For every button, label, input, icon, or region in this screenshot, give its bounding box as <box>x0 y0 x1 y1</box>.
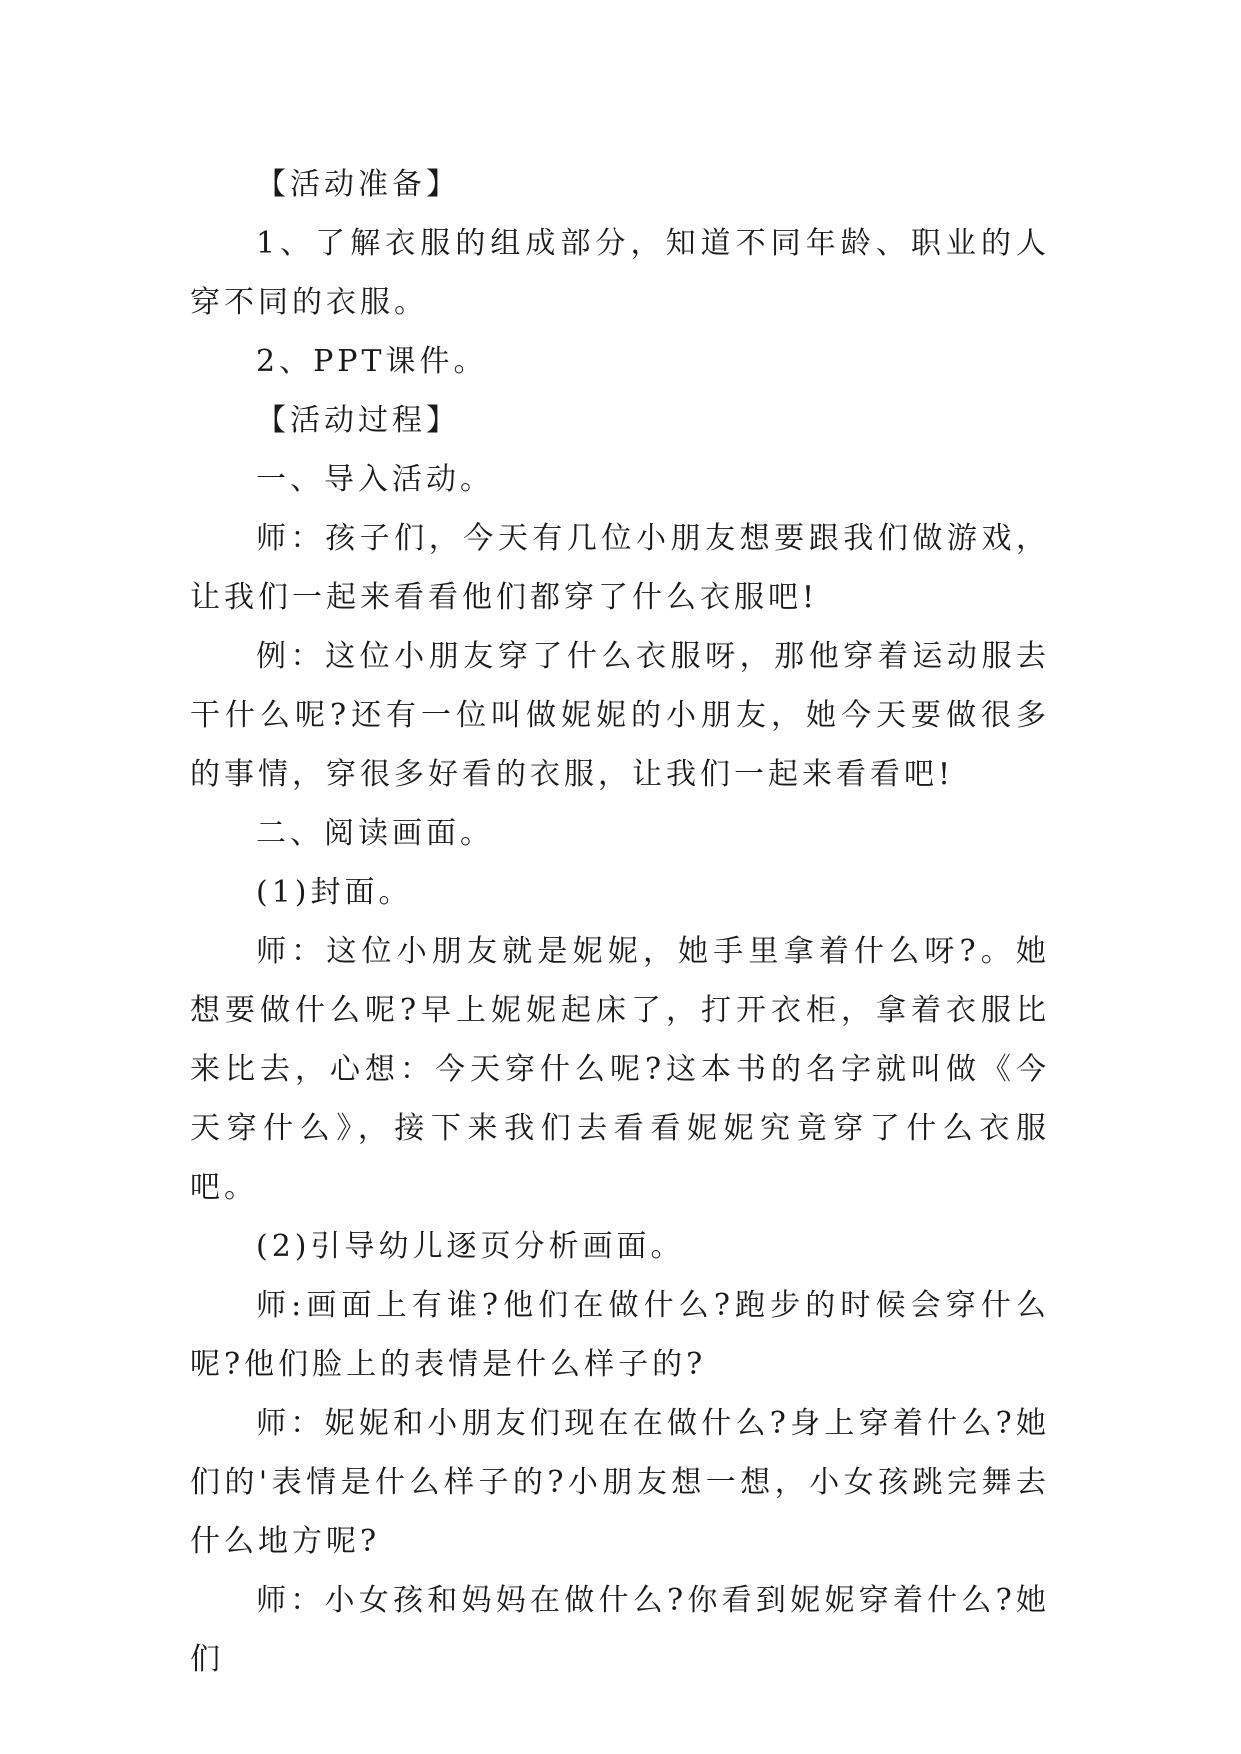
paragraph: (1)封面。 <box>256 875 413 910</box>
paragraph: 师：小女孩和妈妈在做什么?你看到妮妮穿着什么?她们 <box>190 1583 1050 1677</box>
document-body <box>190 155 1050 1689</box>
paragraph: 1、了解衣服的组成部分，知道不同年龄、职业的人穿不同的衣服。 <box>190 226 1050 320</box>
paragraph: 师:画面上有谁?他们在做什么?跑步的时候会穿什么呢?他们脸上的表情是什么样子的? <box>190 1288 1050 1382</box>
section-heading-process: 【活动过程】 <box>256 403 460 438</box>
paragraph: 例：这位小朋友穿了什么衣服呀，那他穿着运动服去干什么呢?还有一位叫做妮妮的小朋友，她今天要做很多的事情，穿很多好看的衣服，让我们一起来看看吧! <box>190 639 1050 792</box>
paragraph: 师：妮妮和小朋友们现在在做什么?身上穿着什么?她们的'表情是什么样子的?小朋友想一想，小女孩跳完舞去什么地方呢? <box>190 1406 1050 1559</box>
section-heading-preparation: 【活动准备】 <box>256 167 460 202</box>
paragraph: 师：孩子们，今天有几位小朋友想要跟我们做游戏，让我们一起来看看他们都穿了什么衣服吧! <box>190 521 1050 615</box>
paragraph: 二、阅读画面。 <box>256 816 494 851</box>
paragraph: 2、PPT课件。 <box>256 344 488 379</box>
paragraph: 一、导入活动。 <box>256 462 494 497</box>
paragraph: (2)引导幼儿逐页分析画面。 <box>256 1229 685 1264</box>
paragraph: 师：这位小朋友就是妮妮，她手里拿着什么呀?。她想要做什么呢?早上妮妮起床了，打开衣柜，拿着衣服比来比去，心想：今天穿什么呢?这本书的名字就叫做《今天穿什么》，接下来我们去看看妮妮究竟穿了什么衣服吧。 <box>190 934 1050 1205</box>
